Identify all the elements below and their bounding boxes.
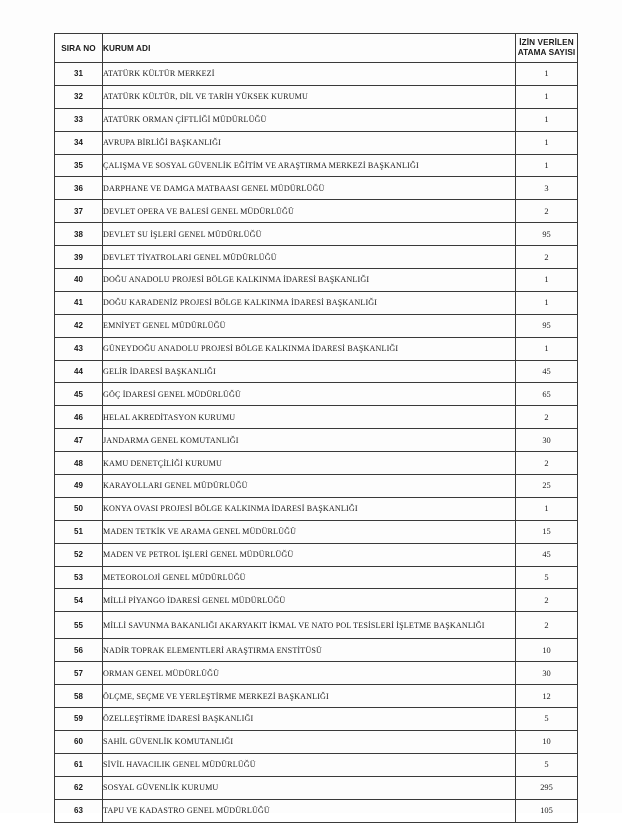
institution-name: DARPHANE VE DAMGA MATBAASI GENEL MÜDÜRLÜĞÜ — [103, 177, 516, 200]
appointment-count: 1 — [516, 337, 578, 360]
appointment-count: 30 — [516, 662, 578, 685]
row-number: 32 — [55, 85, 103, 108]
header-atama-sayisi — [516, 34, 578, 63]
appointment-count: 1 — [516, 108, 578, 131]
row-number: 50 — [55, 497, 103, 520]
table-row — [55, 108, 578, 131]
appointment-count: 5 — [516, 708, 578, 731]
appointment-count: 12 — [516, 685, 578, 708]
table-row — [55, 708, 578, 731]
appointment-count: 5 — [516, 753, 578, 776]
row-number: 41 — [55, 291, 103, 314]
row-number: 34 — [55, 131, 103, 154]
institution-name: DEVLET TİYATROLARI GENEL MÜDÜRLÜĞÜ — [103, 246, 516, 269]
appointment-count: 2 — [516, 612, 578, 639]
table-row — [55, 131, 578, 154]
table-body — [55, 63, 578, 823]
table-row — [55, 612, 578, 639]
institution-name: METEOROLOJİ GENEL MÜDÜRLÜĞÜ — [103, 566, 516, 589]
institution-name: SOSYAL GÜVENLİK KURUMU — [103, 776, 516, 799]
table-row — [55, 429, 578, 452]
institution-name: GÖÇ İDARESİ GENEL MÜDÜRLÜĞÜ — [103, 383, 516, 406]
table-row — [55, 63, 578, 86]
table-row — [55, 639, 578, 662]
institution-name: ATATÜRK KÜLTÜR MERKEZİ — [103, 63, 516, 86]
institution-name: ATATÜRK ORMAN ÇİFTLİĞİ MÜDÜRLÜĞÜ — [103, 108, 516, 131]
table-row — [55, 360, 578, 383]
appointment-count: 30 — [516, 429, 578, 452]
institution-name: ATATÜRK KÜLTÜR, DİL VE TARİH YÜKSEK KURUMU — [103, 85, 516, 108]
table-row — [55, 566, 578, 589]
row-number: 58 — [55, 685, 103, 708]
header-row — [55, 34, 578, 63]
institution-name: ORMAN GENEL MÜDÜRLÜĞÜ — [103, 662, 516, 685]
institution-name: KARAYOLLARI GENEL MÜDÜRLÜĞÜ — [103, 475, 516, 498]
appointment-count: 10 — [516, 639, 578, 662]
appointment-count: 1 — [516, 269, 578, 292]
row-number: 39 — [55, 246, 103, 269]
header-atama-sayisi-line1: İZİN VERİLEN — [519, 38, 574, 47]
table-row — [55, 337, 578, 360]
institution-name: SAHİL GÜVENLİK KOMUTANLIĞI — [103, 730, 516, 753]
table-row — [55, 452, 578, 475]
institution-name: ÖLÇME, SEÇME VE YERLEŞTİRME MERKEZİ BAŞKANLIĞI — [103, 685, 516, 708]
table-row — [55, 685, 578, 708]
institution-name: KONYA OVASI PROJESİ BÖLGE KALKINMA İDARESİ BAŞKANLIĞI — [103, 497, 516, 520]
row-number: 45 — [55, 383, 103, 406]
appointment-count: 2 — [516, 246, 578, 269]
table-row — [55, 406, 578, 429]
table-row — [55, 520, 578, 543]
row-number: 49 — [55, 475, 103, 498]
institution-table — [54, 33, 578, 823]
appointment-count: 1 — [516, 63, 578, 86]
row-number: 44 — [55, 360, 103, 383]
row-number: 60 — [55, 730, 103, 753]
row-number: 48 — [55, 452, 103, 475]
appointment-count: 15 — [516, 520, 578, 543]
table-row — [55, 730, 578, 753]
institution-name: DEVLET OPERA VE BALESİ GENEL MÜDÜRLÜĞÜ — [103, 200, 516, 223]
table-row — [55, 269, 578, 292]
institution-name: ÖZELLEŞTİRME İDARESİ BAŞKANLIĞI — [103, 708, 516, 731]
header-sira-no: SIRA NO — [55, 34, 103, 63]
table-row — [55, 154, 578, 177]
row-number: 56 — [55, 639, 103, 662]
table-row — [55, 85, 578, 108]
row-number: 62 — [55, 776, 103, 799]
appointment-count: 2 — [516, 452, 578, 475]
table-row — [55, 383, 578, 406]
row-number: 52 — [55, 543, 103, 566]
row-number: 36 — [55, 177, 103, 200]
row-number: 40 — [55, 269, 103, 292]
table-row — [55, 776, 578, 799]
row-number: 42 — [55, 314, 103, 337]
appointment-count: 95 — [516, 314, 578, 337]
institution-name: DOĞU KARADENİZ PROJESİ BÖLGE KALKINMA İDARESİ BAŞKANLIĞI — [103, 291, 516, 314]
row-number: 47 — [55, 429, 103, 452]
row-number: 37 — [55, 200, 103, 223]
row-number: 54 — [55, 589, 103, 612]
table-row — [55, 200, 578, 223]
appointment-count: 105 — [516, 799, 578, 822]
institution-name: GELİR İDARESİ BAŞKANLIĞI — [103, 360, 516, 383]
table-row — [55, 246, 578, 269]
appointment-count: 65 — [516, 383, 578, 406]
institution-name: DOĞU ANADOLU PROJESİ BÖLGE KALKINMA İDARESİ BAŞKANLIĞI — [103, 269, 516, 292]
table-row — [55, 589, 578, 612]
appointment-count: 2 — [516, 406, 578, 429]
row-number: 57 — [55, 662, 103, 685]
appointment-count: 1 — [516, 131, 578, 154]
institution-name: DEVLET SU İŞLERİ GENEL MÜDÜRLÜĞÜ — [103, 223, 516, 246]
institution-name: GÜNEYDOĞU ANADOLU PROJESİ BÖLGE KALKINMA İDARESİ BAŞKANLIĞI — [103, 337, 516, 360]
table-row — [55, 543, 578, 566]
appointment-count: 5 — [516, 566, 578, 589]
row-number: 59 — [55, 708, 103, 731]
appointment-count: 1 — [516, 291, 578, 314]
table-row — [55, 497, 578, 520]
table-row — [55, 475, 578, 498]
appointment-count: 3 — [516, 177, 578, 200]
appointment-count: 45 — [516, 360, 578, 383]
table-row — [55, 177, 578, 200]
appointment-count: 25 — [516, 475, 578, 498]
appointment-count: 1 — [516, 154, 578, 177]
appointment-count: 45 — [516, 543, 578, 566]
institution-name: MİLLİ SAVUNMA BAKANLIĞI AKARYAKIT İKMAL VE NATO POL TESİSLERİ İŞLETME BAŞKANLIĞI — [103, 612, 516, 639]
institution-name: NADİR TOPRAK ELEMENTLERİ ARAŞTIRMA ENSTİTÜSÜ — [103, 639, 516, 662]
row-number: 55 — [55, 612, 103, 639]
row-number: 63 — [55, 799, 103, 822]
appointment-count: 2 — [516, 200, 578, 223]
institution-name: JANDARMA GENEL KOMUTANLIĞI — [103, 429, 516, 452]
table-row — [55, 753, 578, 776]
row-number: 46 — [55, 406, 103, 429]
row-number: 33 — [55, 108, 103, 131]
header-atama-sayisi-line2: ATAMA SAYISI — [517, 48, 576, 57]
institution-name: KAMU DENETÇİLİĞİ KURUMU — [103, 452, 516, 475]
row-number: 35 — [55, 154, 103, 177]
institution-name: ÇALIŞMA VE SOSYAL GÜVENLİK EĞİTİM VE ARAŞTIRMA MERKEZİ BAŞKANLIĞI — [103, 154, 516, 177]
row-number: 61 — [55, 753, 103, 776]
row-number: 38 — [55, 223, 103, 246]
appointment-count: 2 — [516, 589, 578, 612]
header-kurum-adi: KURUM ADI — [103, 34, 516, 63]
appointment-count: 1 — [516, 497, 578, 520]
institution-name: MADEN VE PETROL İŞLERİ GENEL MÜDÜRLÜĞÜ — [103, 543, 516, 566]
table-row — [55, 223, 578, 246]
table-row — [55, 314, 578, 337]
row-number: 51 — [55, 520, 103, 543]
appointment-count: 10 — [516, 730, 578, 753]
institution-name: AVRUPA BİRLİĞİ BAŞKANLIĞI — [103, 131, 516, 154]
row-number: 31 — [55, 63, 103, 86]
row-number: 43 — [55, 337, 103, 360]
institution-name: EMNİYET GENEL MÜDÜRLÜĞÜ — [103, 314, 516, 337]
table-row — [55, 662, 578, 685]
institution-name: MADEN TETKİK VE ARAMA GENEL MÜDÜRLÜĞÜ — [103, 520, 516, 543]
table-row — [55, 291, 578, 314]
row-number: 53 — [55, 566, 103, 589]
appointment-count: 1 — [516, 85, 578, 108]
institution-name: SİVİL HAVACILIK GENEL MÜDÜRLÜĞÜ — [103, 753, 516, 776]
table-row — [55, 799, 578, 822]
institution-name: MİLLİ PİYANGO İDARESİ GENEL MÜDÜRLÜĞÜ — [103, 589, 516, 612]
appointment-count: 95 — [516, 223, 578, 246]
appointment-count: 295 — [516, 776, 578, 799]
institution-name: TAPU VE KADASTRO GENEL MÜDÜRLÜĞÜ — [103, 799, 516, 822]
institution-name: HELAL AKREDİTASYON KURUMU — [103, 406, 516, 429]
